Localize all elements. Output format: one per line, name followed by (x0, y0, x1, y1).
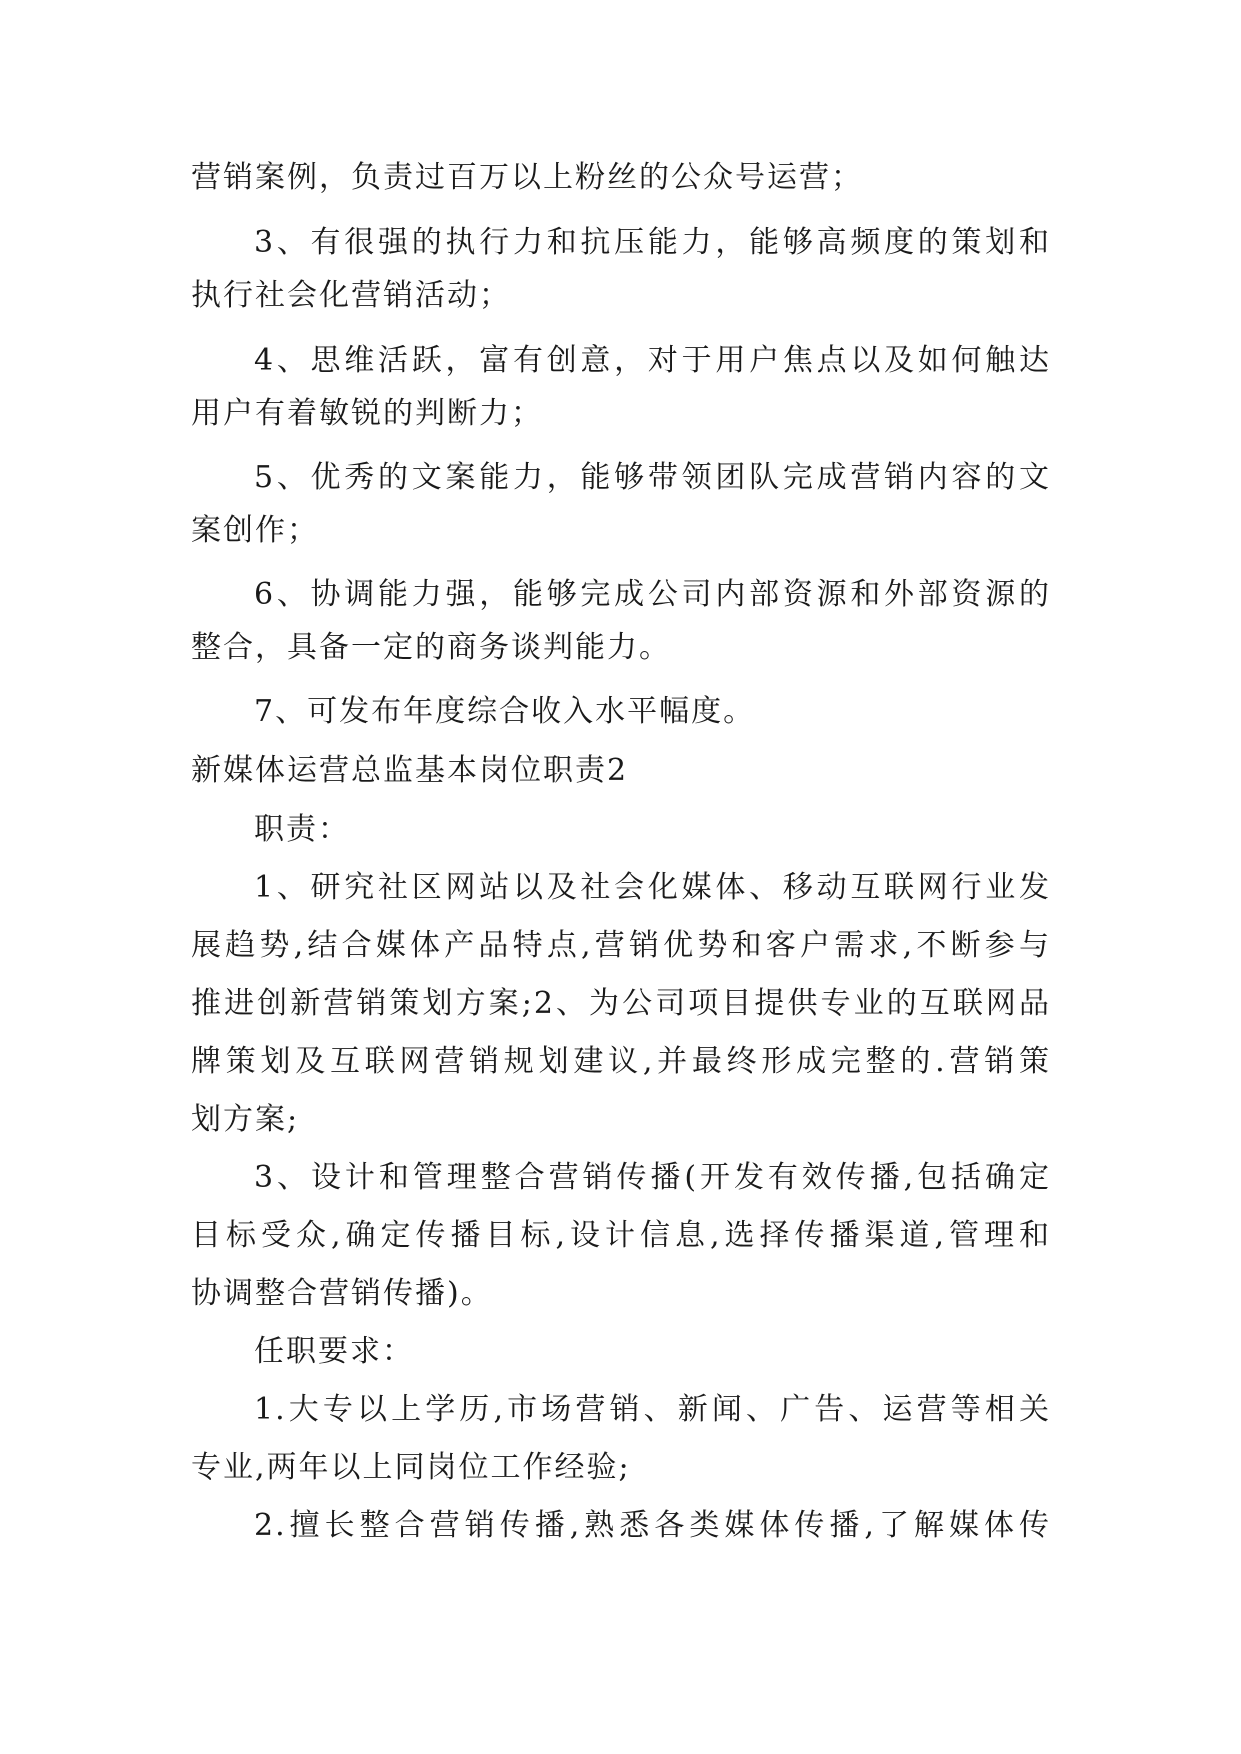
body-text-line: 执行社会化营销活动； (191, 278, 511, 313)
subheading-requirements: 任职要求： (254, 1334, 414, 1369)
list-item-6: 6、协调能力强，能够完成公司内部资源和外部资源的 (254, 577, 1051, 612)
body-text-line: 推进创新营销策划方案;2、为公司项目提供专业的互联网品 (191, 986, 1051, 1021)
body-text-line: 展趋势,结合媒体产品特点,营销优势和客户需求,不断参与 (191, 928, 1051, 963)
body-text-line: 整合，具备一定的商务谈判能力。 (191, 630, 671, 665)
list-item-4: 4、思维活跃，富有创意，对于用户焦点以及如何触达 (254, 343, 1051, 378)
section-heading: 新媒体运营总监基本岗位职责2 (191, 753, 629, 788)
list-item-duty-1: 1、研究社区网站以及社会化媒体、移动互联网行业发 (254, 870, 1051, 905)
body-text-line: 牌策划及互联网营销规划建议,并最终形成完整的.营销策 (191, 1044, 1051, 1079)
body-text-line: 案创作； (191, 513, 319, 548)
list-item-req-2: 2.擅长整合营销传播,熟悉各类媒体传播,了解媒体传 (254, 1508, 1051, 1543)
body-text-line: 目标受众,确定传播目标,设计信息,选择传播渠道,管理和 (191, 1218, 1051, 1253)
list-item-5: 5、优秀的文案能力，能够带领团队完成营销内容的文 (254, 460, 1051, 495)
subheading-duties: 职责： (254, 812, 350, 847)
list-item-duty-3: 3、设计和管理整合营销传播(开发有效传播,包括确定 (254, 1160, 1051, 1195)
list-item-req-1: 1.大专以上学历,市场营销、新闻、广告、运营等相关 (254, 1392, 1051, 1427)
body-text-line: 营销案例，负责过百万以上粉丝的公众号运营； (191, 160, 863, 195)
list-item-7: 7、可发布年度综合收入水平幅度。 (254, 694, 756, 729)
body-text-line: 划方案; (191, 1102, 300, 1137)
body-text-line: 用户有着敏锐的判断力； (191, 396, 543, 431)
body-text-line: 协调整合营销传播)。 (191, 1276, 493, 1311)
body-text-line: 专业,两年以上同岗位工作经验; (191, 1450, 631, 1485)
list-item-3: 3、有很强的执行力和抗压能力，能够高频度的策划和 (254, 225, 1051, 260)
